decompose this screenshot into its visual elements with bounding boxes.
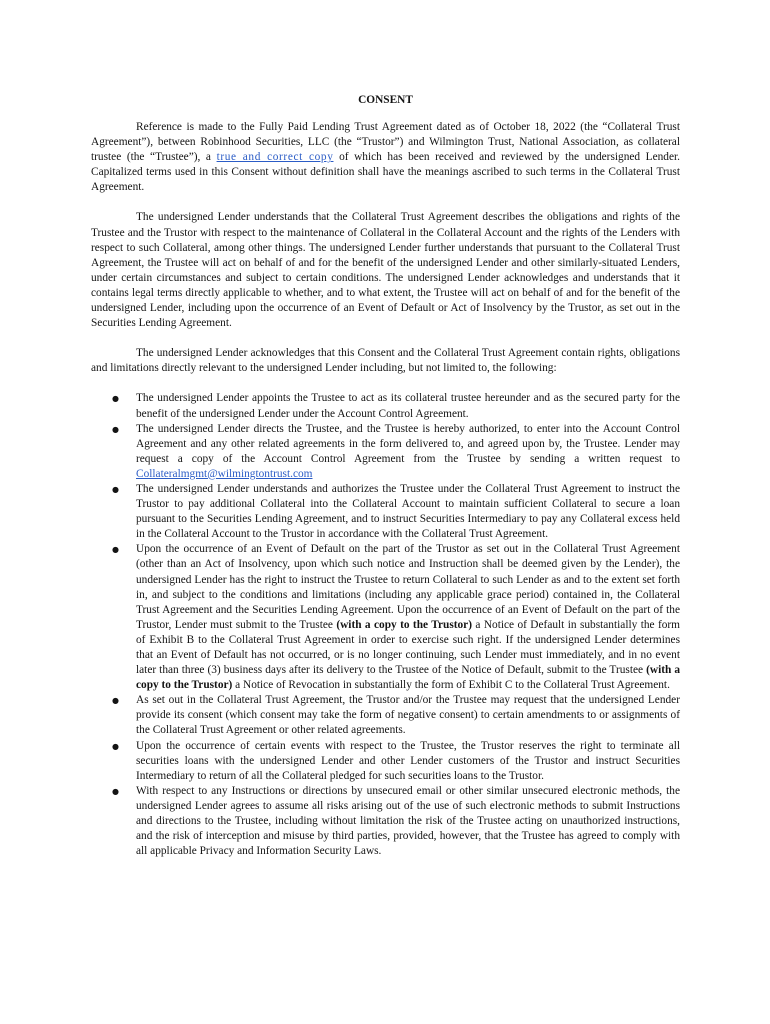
bullet-text-default-part3: a Notice of Revocation in substantially the form of Exhibit C to the Collateral Trust Agreement. — [232, 679, 670, 692]
bullet-text-consent-amendments: As set out in the Collateral Trust Agreement, the Trustor and/or the Trustee may request that the undersigned Lender provide its consent (which consent may take the form of negative consent) to certain amendments to or assignments of the Collateral Trust Agreement or other related agreements. — [136, 694, 680, 737]
paragraph-understanding: The undersigned Lender understands that the Collateral Trust Agreement describes the obligations and rights of the Trustee and the Trustor with respect to the maintenance of Collateral in the Collateral Account and the rights of the Lenders with respect to such Collateral, among other things. The undersigned Lender further understands that pursuant to the Collateral Trust Agreement, the Trustee will act on behalf of and for the benefit of the undersigned Lender and other similarly-situated Lenders, under certain circumstances and subject to certain conditions. The undersigned Lender acknowledges and understands that it contains legal terms directly applicable to whether, and to what extent, the Trustee will act on behalf of and for the benefit of the undersigned Lender, including upon the occurrence of an Event of Default or Act of Insolvency by the Trustor, as set out in the Securities Lending Agreement. — [91, 211, 680, 330]
bullet-text-account-control: The undersigned Lender directs the Trustee, and the Trustee is hereby authorized, to enter into the Account Control Agreement and any other related agreements in the form delivered to, and agreed upon by, the Trustee. Lender may request a copy of the Account Control Agreement from the Trustee by sending a written request to — [136, 422, 680, 465]
paragraph-reference-text-1: Reference is made to the Fully Paid Lending Trust Agreement dated as of October 18, 2022 (the “Collateral Trust Agreement”), between Robinhood Securities, LLC (the “Trustor”) and Wilmington Trust, National Association, as collateral trustee (the “Trustee”), a — [91, 121, 680, 164]
bold-copy-to-trustor-2: (with a copy to the Trustor) — [136, 664, 681, 692]
list-item — [91, 542, 680, 693]
paragraph-acknowledgement: The undersigned Lender acknowledges that this Consent and the Collateral Trust Agreement contain rights, obligations and limitations directly relevant to the undersigned Lender including, but not limited to, the following: — [91, 347, 680, 375]
true-and-correct-copy-link[interactable]: true and correct copy — [216, 151, 334, 164]
terms-bullet-list — [91, 391, 680, 859]
bullet-icon: ● — [112, 741, 119, 751]
list-item — [91, 739, 680, 784]
bullet-icon: ● — [112, 786, 119, 796]
list-item — [91, 391, 680, 421]
bullet-icon: ● — [112, 484, 119, 494]
list-item — [91, 693, 680, 738]
bullet-icon: ● — [112, 545, 119, 555]
bullet-icon: ● — [112, 696, 119, 706]
bullet-icon: ● — [112, 424, 119, 434]
bold-copy-to-trustor-1: (with a copy to the Trustor) — [336, 618, 472, 631]
bullet-text-appointment: The undersigned Lender appoints the Trustee to act as its collateral trustee hereunder and as the secured party for the benefit of the undersigned Lender under the Account Control Agreement. — [136, 392, 680, 420]
bullet-text-electronic-risks: With respect to any Instructions or directions by unsecured email or other similar unsecured electronic methods, the undersigned Lender agrees to assume all risks arising out of the use of such electronic methods to submit Instructions and directions to the Trustee, including without limitation the risk of the Trustee acting on unauthorized instructions, and the risk of interception and misuse by third parties, provided, however, that the Trustee has agreed to comply with all applicable Privacy and Information Security Laws. — [136, 784, 680, 858]
document-page — [91, 93, 680, 859]
document-title: CONSENT — [358, 94, 413, 106]
paragraph-reference-text-2: of which has been received and reviewed by the undersigned Lender. Capitalized terms used in this Consent without definition shall have the meanings ascribed to such terms in the Collateral Trust Agreement. — [91, 151, 680, 194]
paragraph-reference — [91, 120, 680, 195]
bullet-text-default-part1: Upon the occurrence of an Event of Default on the part of the Trustor as set out in the Collateral Trust Agreement (other than an Act of Insolvency, upon which such notice and Instruction shall be deemed given by the Lender), the undersigned Lender has the right to instruct the Trustee to return Collateral to such Lender as and to the extent set forth in, and subject to the conditions and limitations (including any applicable grace period) contained in, the Collateral Trust Agreement and the Securities Lending Agreement. Upon the occurrence of an Event of Default on the part of the Trustor, Lender must submit to the Trustee — [136, 543, 680, 631]
list-item — [91, 482, 680, 542]
bullet-text-default-part2: a Notice of Default in substantially the form of Exhibit B to the Collateral Trust Agreement in order to exercise such right. If the undersigned Lender determines that an Event of Default has not occurred, or is no longer continuing, such Lender must immediately, and in no event later than three (3) business days after its delivery to the Trustee of the Notice of Default, submit to the Trustee — [136, 618, 680, 677]
list-item — [91, 422, 680, 482]
collateral-email-link[interactable]: Collateralmgmt@wilmingtontrust.com — [136, 467, 313, 480]
bullet-text-collateral-instruct: The undersigned Lender understands and authorizes the Trustee under the Collateral Trust Agreement to instruct the Trustor to pay additional Collateral into the Collateral Account to maintain sufficient Collateral to secure a loan pursuant to the Securities Lending Agreement, and to instruct Securities Intermediary to pay any Collateral excess held in the Collateral Account to the Trustor in accordance with the Collateral Trust Agreement. — [136, 482, 680, 541]
list-item — [91, 784, 680, 859]
bullet-text-terminate-loans: Upon the occurrence of certain events with respect to the Trustee, the Trustor reserves the right to terminate all securities loans with the undersigned Lender and other Lender customers of the Trustor and instruct Securities Intermediary to return of all the Collateral pledged for such securities loans to the Trustor. — [136, 739, 680, 782]
bullet-icon: ● — [112, 394, 119, 404]
